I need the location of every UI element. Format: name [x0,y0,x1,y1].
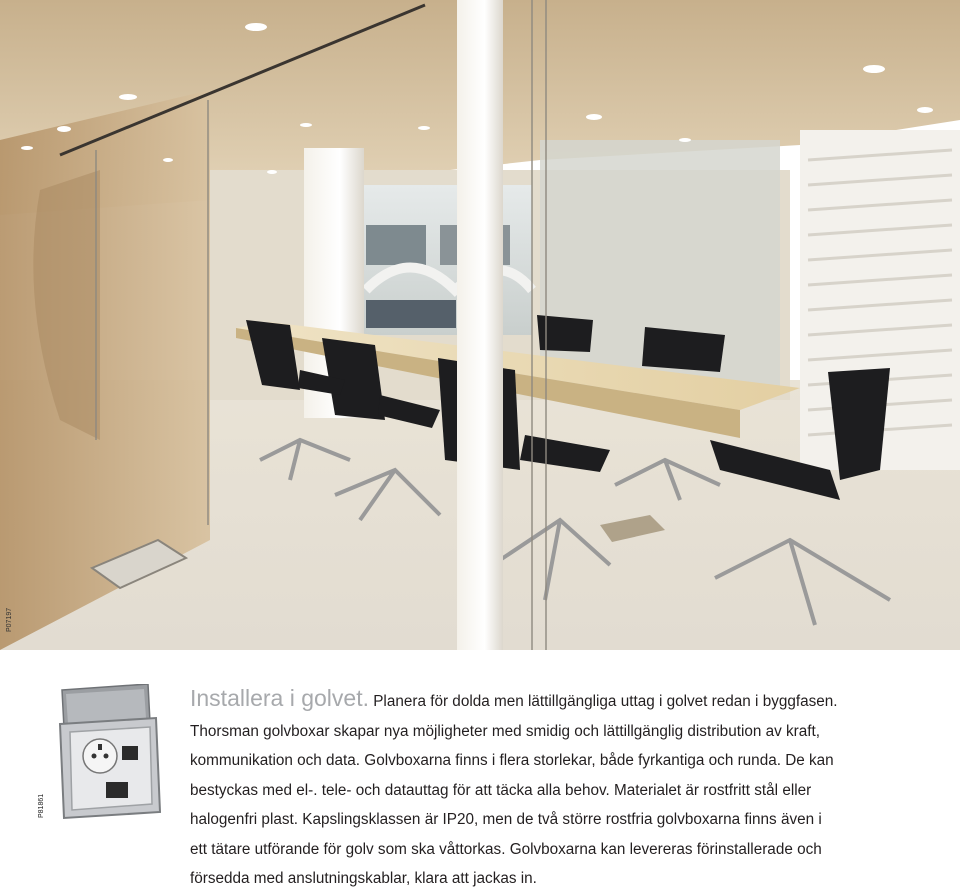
body-line: bestyckas med el-. tele- och datauttag för att täcka alla behov. Materialet är rostfritt stål eller [190,781,812,799]
body-line: försedda med anslutningskablar, klara att jackas in. [190,870,537,887]
floor-box-photo [56,684,164,820]
article-text [190,684,950,894]
photo-reference-code: P07197 [6,607,13,632]
body-line: kommunikation och data. Golvboxarna finns i flera storlekar, både fyrkantiga och runda. De kan [190,752,834,769]
product-reference-code: P81861 [38,793,45,818]
article-lead: Planera för dolda men lättillgängliga uttag i golvet redan i byggfasen. [373,693,838,710]
body-line: Thorsman golvboxar skapar nya möjligheter med smidig och lättillgänglig distribution av kraft, [190,722,821,740]
article-first-line [190,684,950,717]
article-heading: Installera i golvet. [190,685,369,711]
body-line: ett tätare utförande för golv som ska våttorkas. Golvboxarna kan levereras förinstallerade och [190,840,822,858]
body-line: halogenfri plast. Kapslingsklassen är IP20, men de två större rostfria golvboxarna finns även i [190,811,822,828]
